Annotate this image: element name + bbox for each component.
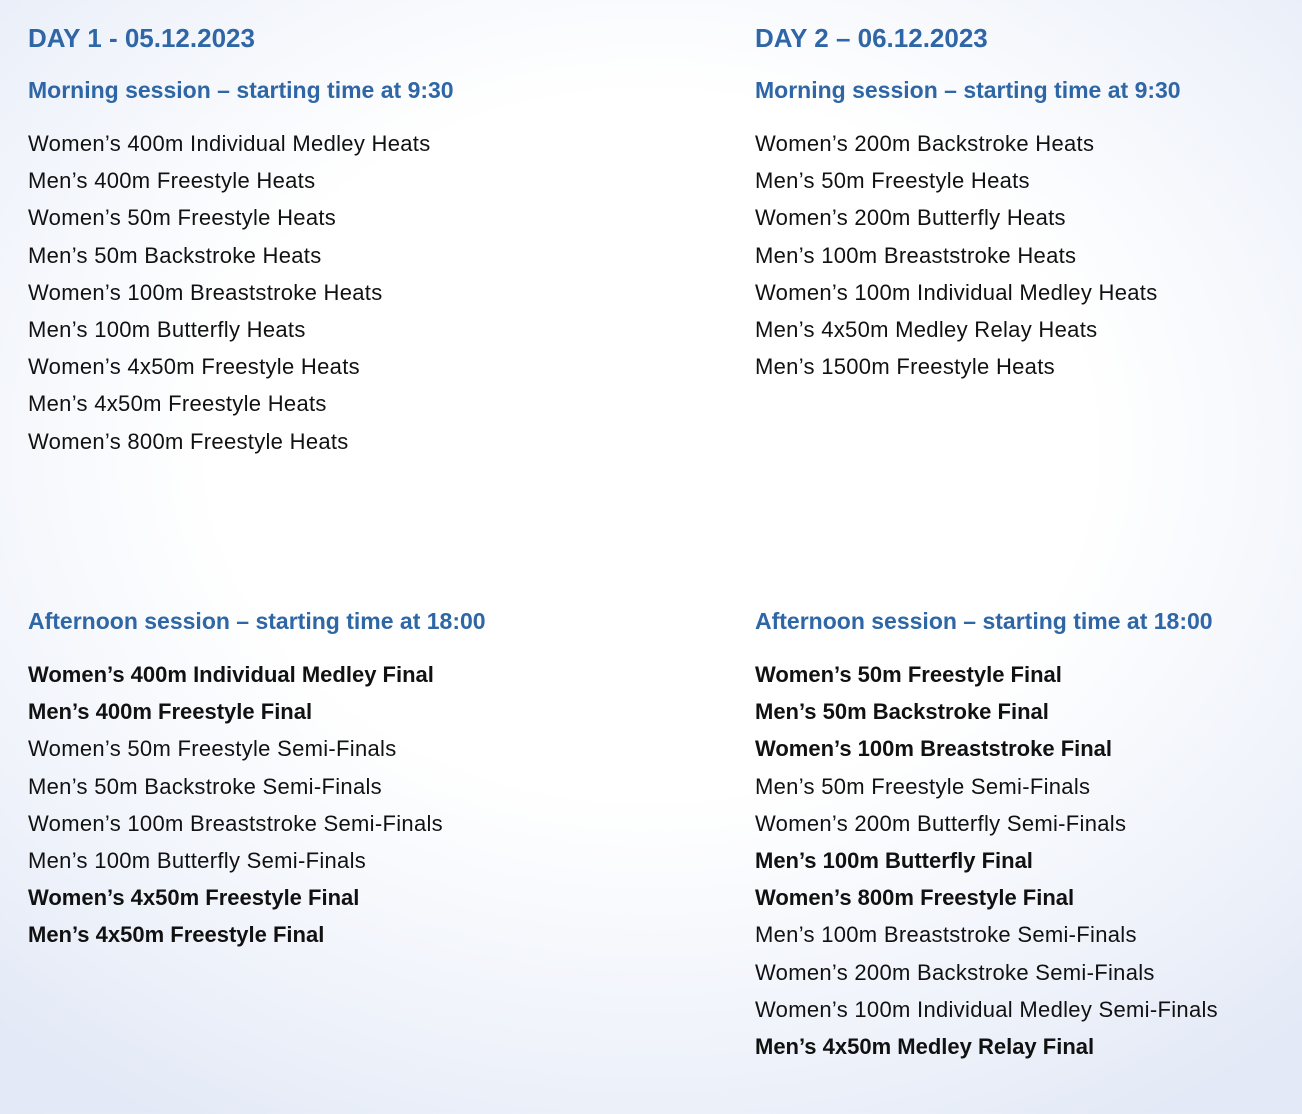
day-2-morning-events: [755, 125, 1302, 385]
event-final-item: Women’s 100m Breaststroke Final: [755, 736, 1113, 762]
event-final-item: Women’s 400m Individual Medley Final: [28, 662, 434, 687]
event-item: Men’s 4x50m Medley Relay Heats: [755, 316, 1098, 342]
event-item: Men’s 400m Freestyle Heats: [28, 168, 316, 194]
event-final-item: Men’s 50m Backstroke Final: [755, 699, 1049, 725]
event-item: Men’s 50m Freestyle Semi-Finals: [755, 773, 1091, 799]
event-item: Women’s 4x50m Freestyle Heats: [28, 354, 360, 380]
event-final-item: Women’s 50m Freestyle Final: [755, 662, 1062, 687]
day-1-afternoon-title: Afternoon session – starting time at 18:00: [28, 608, 486, 634]
day-1-morning-title: Morning session – starting time at 9:30: [28, 77, 454, 103]
day-2-afternoon-title: Afternoon session – starting time at 18:00: [755, 608, 1213, 634]
event-item: Women’s 200m Backstroke Heats: [755, 131, 1095, 156]
event-final-item: Women’s 4x50m Freestyle Final: [28, 885, 360, 911]
event-item: Women’s 200m Butterfly Semi-Finals: [755, 810, 1127, 836]
event-final-item: Women’s 800m Freestyle Final: [755, 885, 1075, 911]
event-final-item: Men’s 100m Butterfly Final: [755, 847, 1033, 873]
event-item: Men’s 50m Backstroke Semi-Finals: [28, 773, 382, 799]
event-item: Men’s 100m Butterfly Heats: [28, 316, 306, 342]
event-item: Women’s 800m Freestyle Heats: [28, 428, 349, 454]
day-2-morning-session: [755, 74, 1302, 385]
day-1-morning-session: [28, 74, 588, 460]
day-1-afternoon-events: [28, 656, 588, 954]
day-2-title: DAY 2 – 06.12.2023: [755, 23, 988, 53]
day-1-title: DAY 1 - 05.12.2023: [28, 23, 255, 53]
day-1-morning-events: [28, 125, 588, 460]
event-item: Women’s 200m Backstroke Semi-Finals: [755, 959, 1155, 985]
event-final-item: Men’s 4x50m Freestyle Final: [28, 922, 325, 948]
event-item: Women’s 100m Individual Medley Semi-Finals: [755, 996, 1218, 1022]
event-item: Men’s 50m Freestyle Heats: [755, 168, 1030, 194]
day-2-afternoon-session: [755, 605, 1302, 1065]
event-item: Men’s 100m Breaststroke Heats: [755, 242, 1077, 268]
event-item: Men’s 100m Breaststroke Semi-Finals: [755, 922, 1137, 948]
day-1-afternoon-session: [28, 605, 588, 954]
event-final-item: Men’s 4x50m Medley Relay Final: [755, 1033, 1095, 1059]
event-item: Women’s 100m Breaststroke Heats: [28, 279, 383, 305]
event-item: Women’s 400m Individual Medley Heats: [28, 131, 431, 156]
event-item: Women’s 100m Breaststroke Semi-Finals: [28, 810, 443, 836]
event-item: Women’s 50m Freestyle Heats: [28, 205, 337, 231]
event-item: Women’s 100m Individual Medley Heats: [755, 279, 1158, 305]
event-item: Men’s 1500m Freestyle Heats: [755, 354, 1055, 380]
day-2-morning-title: Morning session – starting time at 9:30: [755, 77, 1181, 103]
day-2-afternoon-events: [755, 656, 1302, 1065]
event-item: Women’s 200m Butterfly Heats: [755, 205, 1066, 231]
event-item: Men’s 4x50m Freestyle Heats: [28, 391, 327, 417]
event-item: Men’s 50m Backstroke Heats: [28, 242, 322, 268]
event-item: Men’s 100m Butterfly Semi-Finals: [28, 847, 367, 873]
event-item: Women’s 50m Freestyle Semi-Finals: [28, 736, 397, 762]
event-final-item: Men’s 400m Freestyle Final: [28, 699, 313, 725]
